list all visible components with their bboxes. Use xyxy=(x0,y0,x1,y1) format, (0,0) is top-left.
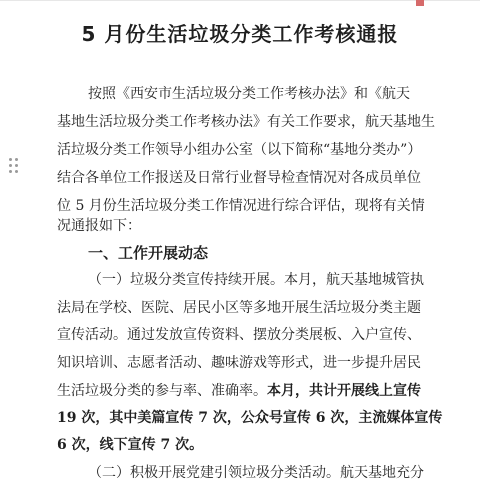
section-heading: 一、工作开展动态 xyxy=(88,244,209,262)
paragraph-bold-line: 6 次，线下宣传 7 次。 xyxy=(57,437,204,453)
intro-line: 结合各单位工作报送及日常行业督导检查情况对各成员单位 xyxy=(57,170,421,186)
intro-line: 活垃圾分类工作领导小组办公室（以下简称“基地分类办”） xyxy=(57,142,422,158)
intro-line: 况通报如下： xyxy=(57,218,141,234)
paragraph-line xyxy=(57,377,421,405)
paragraph-line: 宣传活动。通过发放宣传资料、摆放分类展板、入户宣传、 xyxy=(57,327,421,343)
intro-line: 基地生活垃圾分类工作考核办法》有关工作要求，航天基地生 xyxy=(57,114,435,130)
paragraph-line: （二）积极开展党建引领垃圾分类活动。航天基地充分 xyxy=(88,465,424,480)
top-divider xyxy=(0,0,480,1)
paragraph-bold-line: 19 次，其中美篇宣传 7 次，公众号宣传 6 次，主流媒体宣传 xyxy=(57,410,443,426)
paragraph-line: （一）垃圾分类宣传持续开展。本月，航天基地城管执 xyxy=(88,272,424,288)
paragraph-bold-text: 本月，共计开展线上宣传 xyxy=(267,383,421,399)
paragraph-text: 生活垃圾分类的参与率、准确率。 xyxy=(57,383,267,399)
intro-line: 位 5 月份生活垃圾分类工作情况进行综合评估，现将有关情 xyxy=(57,198,425,214)
document-title: 5 月份生活垃圾分类工作考核通报 xyxy=(81,22,399,46)
paragraph-line: 知识培训、志愿者活动、趣味游戏等形式，进一步提升居民 xyxy=(57,355,421,371)
intro-line: 按照《西安市生活垃圾分类工作考核办法》和《航天 xyxy=(88,86,410,102)
paragraph-line: 法局在学校、医院、居民小区等多地开展生活垃圾分类主题 xyxy=(57,300,421,316)
drag-handle-icon[interactable] xyxy=(9,158,19,176)
header-accent-mark xyxy=(416,0,424,6)
